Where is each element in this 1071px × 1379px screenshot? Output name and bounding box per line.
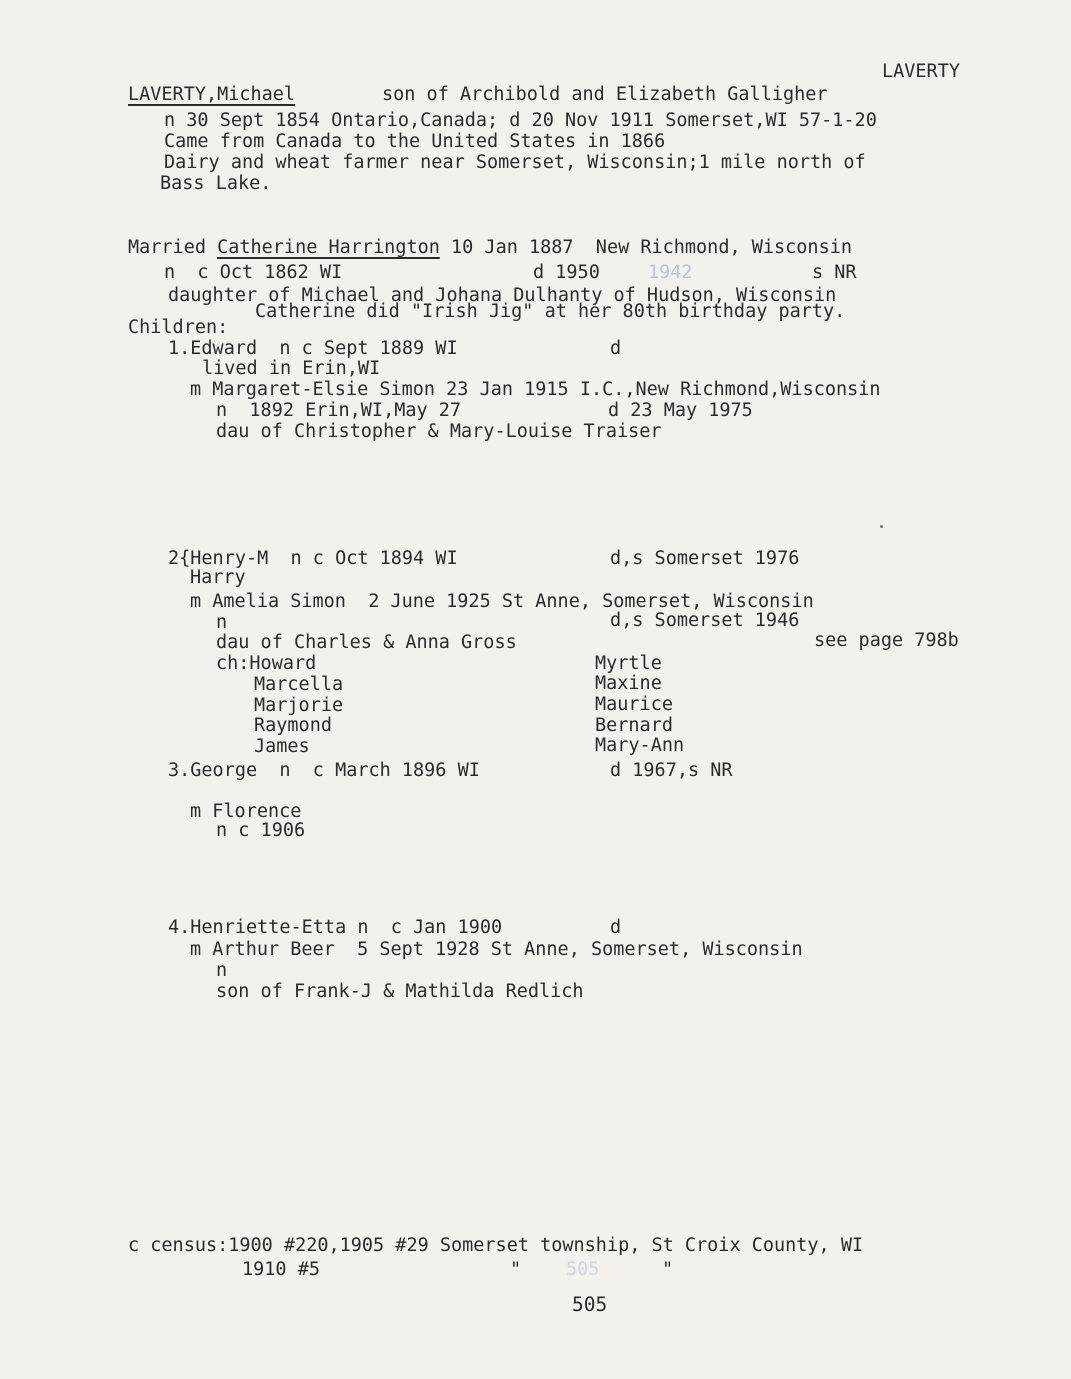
child-2-alias: Harry bbox=[190, 567, 246, 588]
child-2-line: 2{Henry-M n c Oct 1894 WI bbox=[168, 548, 458, 569]
marriage-prefix: Married bbox=[128, 237, 218, 258]
spouse-note: Catherine did "Irish Jig" at her 80th birthday party. bbox=[255, 301, 846, 322]
child-1-residence: lived in Erin,WI bbox=[202, 358, 381, 379]
child-3-marriage: m Florence bbox=[190, 801, 302, 822]
page-header-surname: LAVERTY bbox=[882, 61, 960, 82]
child-4-marriage: m Arthur Beer 5 Sept 1928 St Anne, Somerset, Wisconsin bbox=[190, 939, 803, 960]
child-1-spouse-birth: n 1892 Erin,WI,May 27 bbox=[216, 400, 462, 421]
census-faint-page-number: 505 bbox=[566, 1259, 600, 1280]
grandchildren-prefix: ch: bbox=[216, 653, 250, 674]
child-2-spouse-parents: dau of Charles & Anna Gross bbox=[216, 632, 517, 653]
child-2-death: d,s Somerset 1976 bbox=[610, 548, 800, 569]
census-line-1: c census:1900 #220,1905 #29 Somerset township, St Croix County, WI bbox=[128, 1235, 864, 1256]
child-2-spouse-birth: n bbox=[216, 612, 228, 633]
child-3-death: d 1967,s NR bbox=[610, 760, 733, 781]
child-4-spouse-birth: n bbox=[216, 960, 228, 981]
subject-occupation-line-1: Dairy and wheat farmer near Somerset, Wisconsin;1 mile north of bbox=[164, 152, 866, 173]
grandchild-name: Myrtle bbox=[595, 653, 662, 674]
spouse-burial: s NR bbox=[812, 262, 857, 283]
child-1-spouse-parents: dau of Christopher & Mary-Louise Traiser bbox=[216, 421, 662, 442]
grandchild-name: James bbox=[254, 736, 310, 757]
census-ditto-mark: " bbox=[510, 1259, 522, 1280]
grandchild-name: Raymond bbox=[254, 715, 332, 736]
child-3-spouse-birth: n c 1906 bbox=[216, 820, 306, 841]
grandchild-name: Bernard bbox=[595, 715, 673, 736]
child-1-death: d bbox=[610, 338, 622, 359]
child-1-spouse-death: d 23 May 1975 bbox=[608, 400, 753, 421]
subject-birth-death: n 30 Sept 1854 Ontario,Canada; d 20 Nov 1911 Somerset,WI 57-1-20 bbox=[164, 110, 877, 131]
grandchild-name: Marcella bbox=[254, 674, 344, 695]
stray-mark bbox=[880, 525, 883, 528]
spouse-death: d 1950 bbox=[533, 262, 600, 283]
subject-parents: son of Archibold and Elizabeth Galligher bbox=[382, 84, 828, 105]
census-ditto-mark: " bbox=[662, 1259, 674, 1280]
subject-immigration: Came from Canada to the United States in 1866 bbox=[164, 131, 666, 152]
children-label: Children: bbox=[128, 317, 229, 338]
spouse-parents: daughter of Michael and Johana Dulhanty of Hudson, Wisconsin bbox=[168, 285, 837, 306]
marriage-details: 10 Jan 1887 New Richmond, Wisconsin bbox=[439, 237, 852, 258]
grandchild-name: Howard bbox=[249, 653, 317, 674]
census-line-2-year: 1910 #5 bbox=[242, 1259, 320, 1280]
grandchild-name: Maurice bbox=[595, 694, 673, 715]
grandchild-name: Maxine bbox=[595, 673, 662, 694]
page-number: 505 bbox=[572, 1293, 608, 1316]
spouse-birth: n c Oct 1862 WI bbox=[164, 262, 343, 283]
grandchildren-left-1 bbox=[216, 653, 316, 675]
child-2-see-page: see page 798b bbox=[814, 630, 959, 651]
spouse-death-faint-annotation: 1942 bbox=[648, 262, 693, 283]
marriage-line bbox=[128, 237, 852, 259]
grandchild-name: Mary-Ann bbox=[595, 735, 685, 756]
marriage-spouse-name: Catherine Harrington bbox=[217, 237, 440, 258]
child-2-spouse-death: d,s Somerset 1946 bbox=[610, 610, 800, 631]
subject-occupation-line-2: Bass Lake. bbox=[160, 173, 272, 194]
child-4-spouse-parents: son of Frank-J & Mathilda Redlich bbox=[216, 981, 584, 1002]
child-1-line: 1.Edward n c Sept 1889 WI bbox=[168, 338, 458, 359]
grandchild-name: Marjorie bbox=[254, 695, 344, 716]
child-4-death: d bbox=[610, 917, 622, 938]
child-1-marriage: m Margaret-Elsie Simon 23 Jan 1915 I.C.,New Richmond,Wisconsin bbox=[190, 379, 881, 400]
child-2-marriage: m Amelia Simon 2 June 1925 St Anne, Somerset, Wisconsin bbox=[190, 591, 814, 612]
child-3-line: 3.George n c March 1896 WI bbox=[168, 760, 480, 781]
subject-name: LAVERTY,Michael bbox=[128, 84, 296, 105]
child-4-line: 4.Henriette-Etta n c Jan 1900 bbox=[168, 917, 503, 938]
